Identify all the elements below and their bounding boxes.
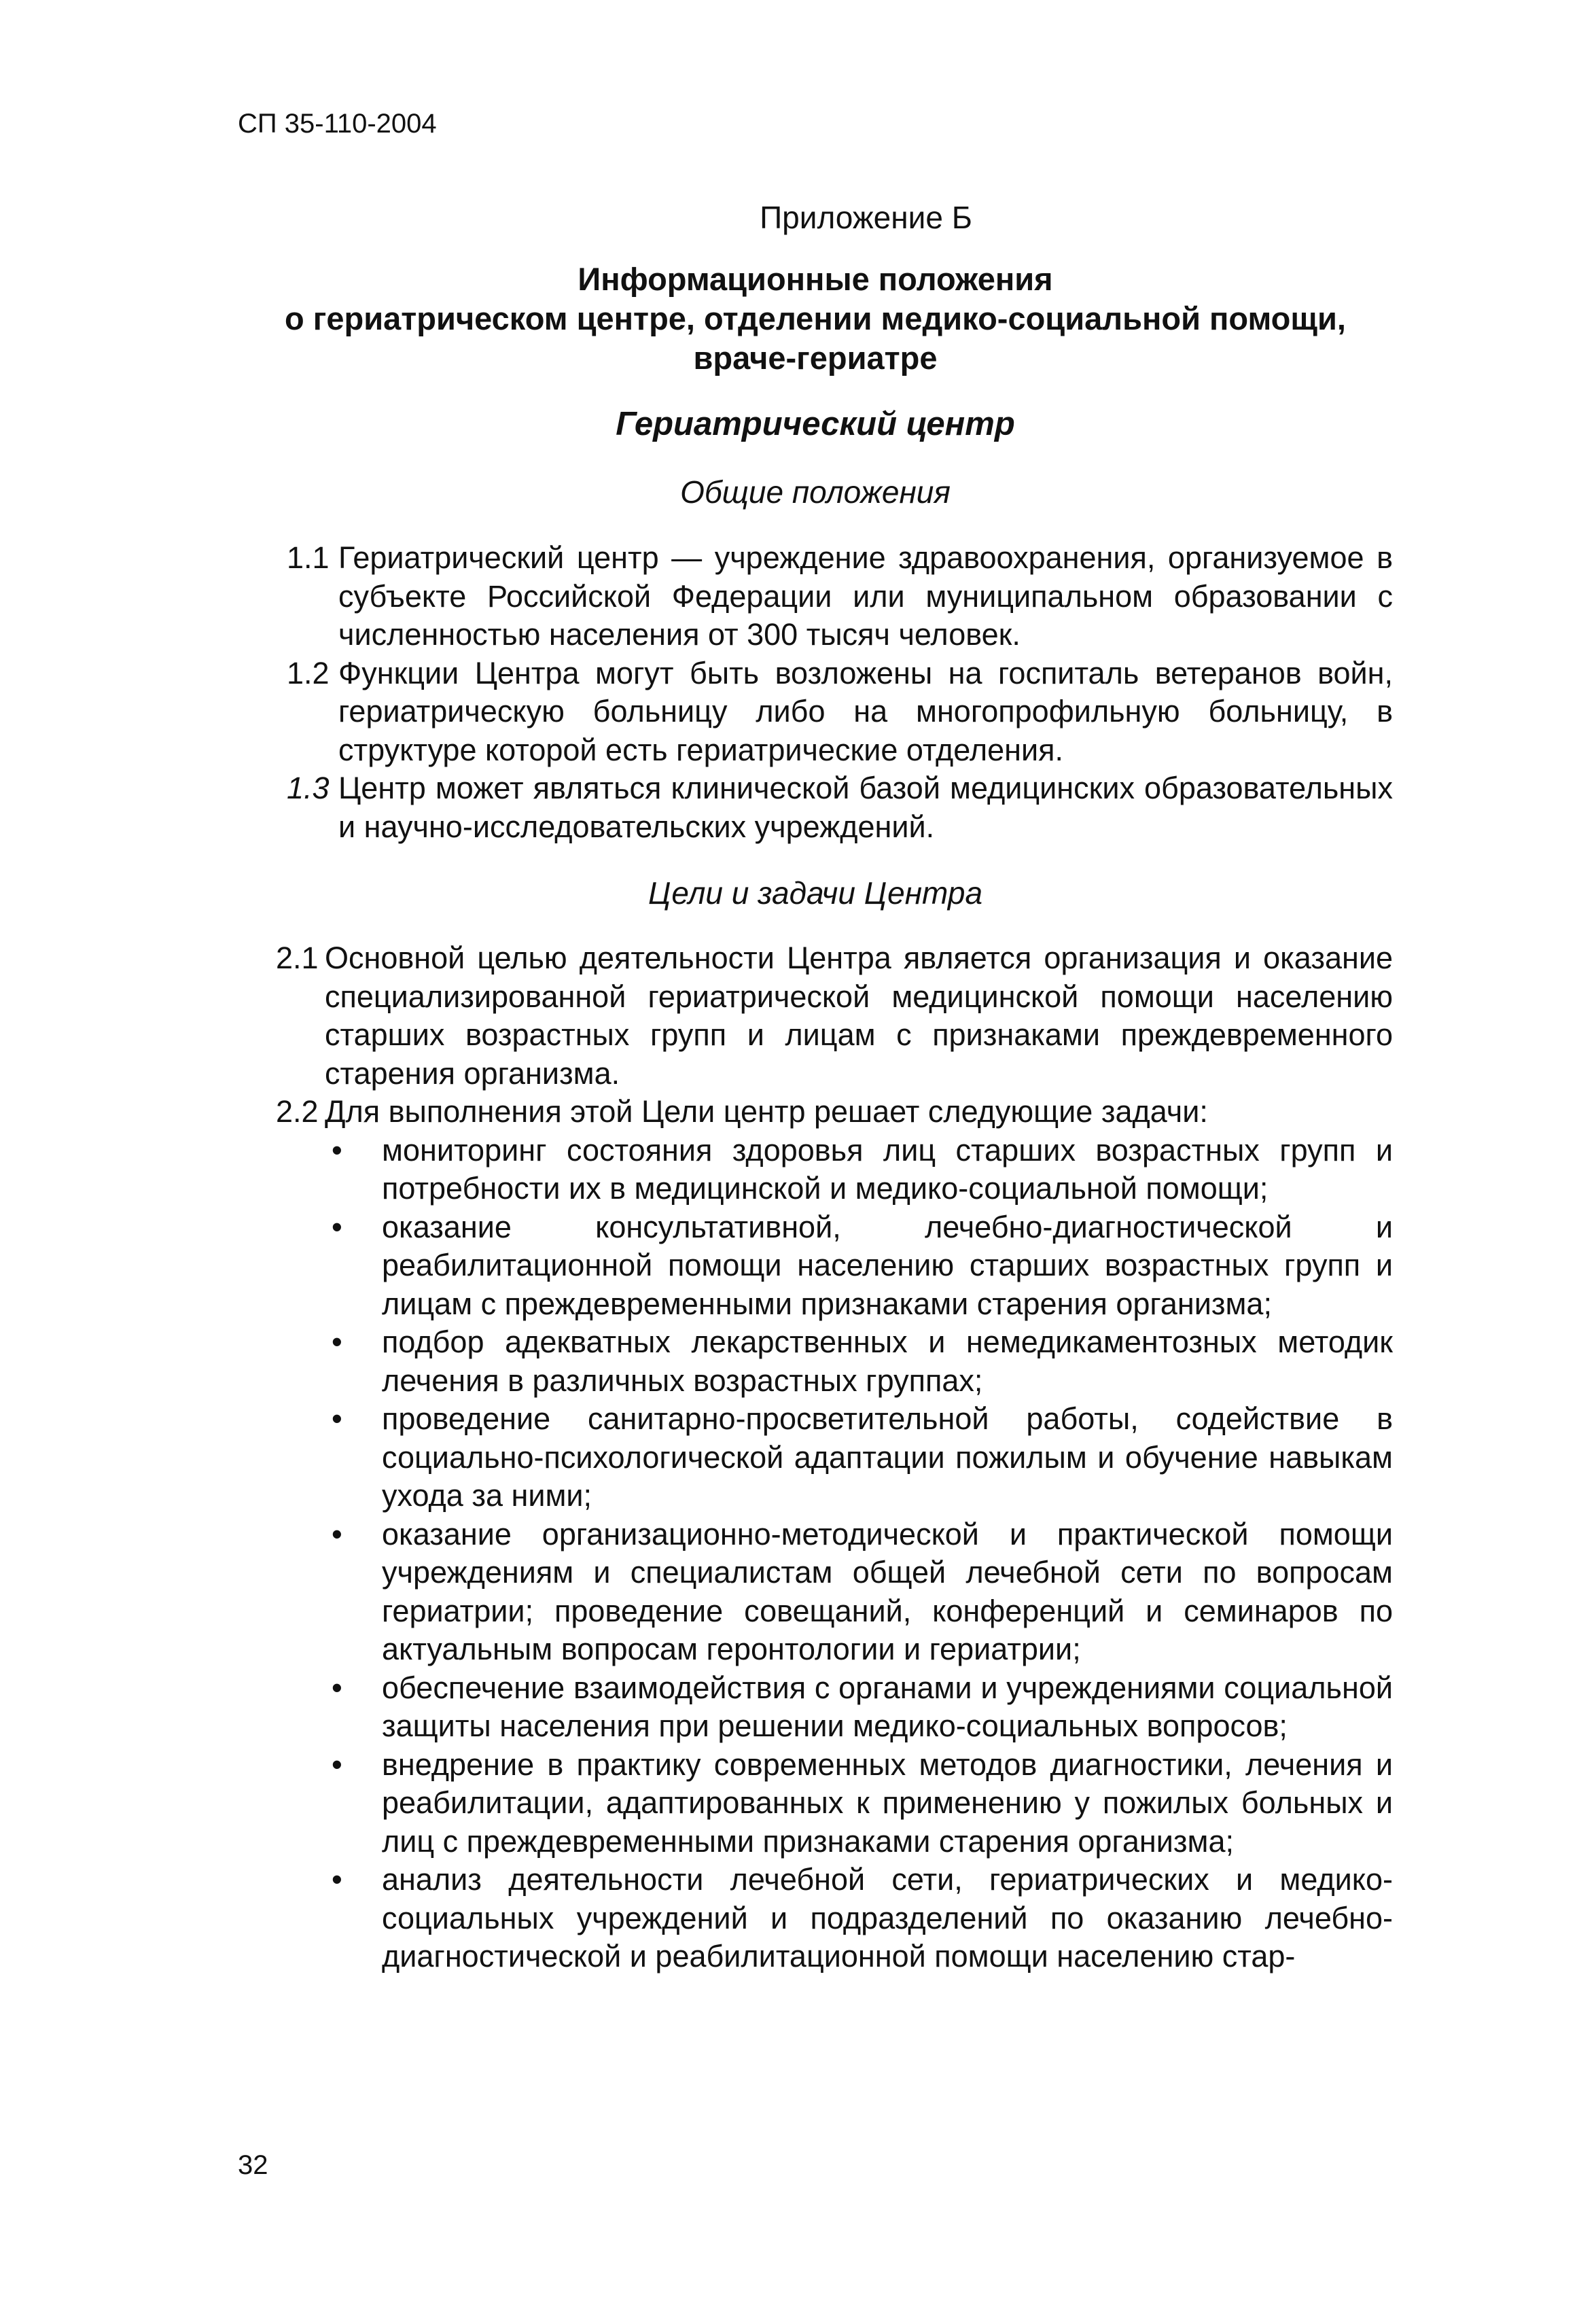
- clause-text: Центр может являться клинической базой медицинских образовательных и научно-исследовательских учреждений.: [338, 771, 1393, 844]
- tasks-list: [238, 1131, 1393, 1976]
- clause-number: 1.3: [287, 771, 330, 805]
- appendix-label: Приложение Б: [760, 200, 972, 235]
- list-item-text: оказание консультативной, лечебно-диагностической и реабилитационной помощи населению старших возрастных групп и лицам с преждевременными признаками старения организма;: [382, 1209, 1393, 1321]
- clause-number: 2.1: [276, 941, 319, 975]
- bullet-icon: •: [332, 1209, 342, 1244]
- list-item-text: подбор адекватных лекарственных и немедикаментозных методик лечения в различных возрастных группах;: [382, 1324, 1393, 1398]
- list-item-text: обеспечение взаимодействия с органами и учреждениями социальной защиты населения при решении медико-социальных вопросов;: [382, 1670, 1393, 1743]
- clause-number: 2.2: [276, 1094, 319, 1129]
- bullet-icon: •: [332, 1670, 342, 1705]
- bullet-icon: •: [332, 1747, 342, 1782]
- general-provisions-list: [238, 539, 1393, 846]
- clause: [238, 1093, 1393, 1131]
- clause: [238, 539, 1393, 654]
- clause: [238, 769, 1393, 846]
- list-item: [238, 1515, 1393, 1669]
- title-line: враче-гериатре: [693, 340, 938, 376]
- bullet-icon: •: [332, 1401, 342, 1436]
- clause-number: 1.1: [287, 540, 330, 575]
- clause: [238, 939, 1393, 1093]
- clause: [238, 654, 1393, 770]
- title-line: о гериатрическом центре, отделении медико-социальной помощи,: [285, 300, 1346, 336]
- clause-number: 1.2: [287, 655, 330, 690]
- list-item-text: анализ деятельности лечебной сети, гериатрических и медико-социальных учреждений и подразделений по оказанию лечебно-диагностической и реабилитационной помощи населению стар-: [382, 1862, 1393, 1973]
- bullet-icon: •: [332, 1324, 342, 1359]
- bullet-icon: •: [332, 1132, 342, 1168]
- list-item-text: внедрение в практику современных методов диагностики, лечения и реабилитации, адаптированных к применению у пожилых больных и лиц с преждевременными признаками старения организма;: [382, 1747, 1393, 1859]
- clause-text: Гериатрический центр — учреждение здравоохранения, организуемое в субъекте Российской Федерации или муниципальном образовании с численностью населения от 300 тысяч человек.: [338, 540, 1393, 652]
- list-item: [238, 1131, 1393, 1208]
- list-item-text: оказание организационно-методической и практической помощи учреждениям и специалистам общей лечебной сети по вопросам гериатрии; проведение совещаний, конференций и семинаров по актуальным вопросам геронтологии и гериатрии;: [382, 1516, 1393, 1666]
- clause-text: Основной целью деятельности Центра является организация и оказание специализированной гериатрической медицинской помощи населению старших возрастных групп и лицам с признаками преждевременного старения организма.: [325, 941, 1393, 1091]
- document-title: [238, 260, 1393, 378]
- list-item-text: проведение санитарно-просветительной работы, содействие в социально-психологической адаптации пожилым и обучение навыкам ухода за ними;: [382, 1401, 1393, 1513]
- title-line: Информационные положения: [578, 261, 1053, 297]
- page-number: 32: [238, 2150, 268, 2180]
- list-item: [238, 1746, 1393, 1861]
- goals-list: [238, 939, 1393, 1976]
- list-item-text: мониторинг состояния здоровья лиц старших возрастных групп и потребности их в медицинской и медико-социальной помощи;: [382, 1132, 1393, 1206]
- bullet-icon: •: [332, 1862, 342, 1897]
- section-title: Гериатрический центр: [616, 406, 1015, 442]
- clause-text: Функции Центра могут быть возложены на госпиталь ветеранов войн, гериатрическую больницу либо на многопрофильную больницу, в структуре которой есть гериатрические отделения.: [338, 655, 1393, 767]
- bullet-icon: •: [332, 1516, 342, 1551]
- list-item: [238, 1208, 1393, 1324]
- general-provisions-heading: Общие положения: [680, 474, 951, 510]
- document-code: СП 35-110-2004: [238, 109, 437, 139]
- list-item: [238, 1669, 1393, 1746]
- goals-heading: Цели и задачи Центра: [648, 875, 983, 911]
- clause-text: Для выполнения этой Цели центр решает следующие задачи:: [325, 1094, 1208, 1129]
- list-item: [238, 1323, 1393, 1400]
- list-item: [238, 1861, 1393, 1976]
- list-item: [238, 1400, 1393, 1515]
